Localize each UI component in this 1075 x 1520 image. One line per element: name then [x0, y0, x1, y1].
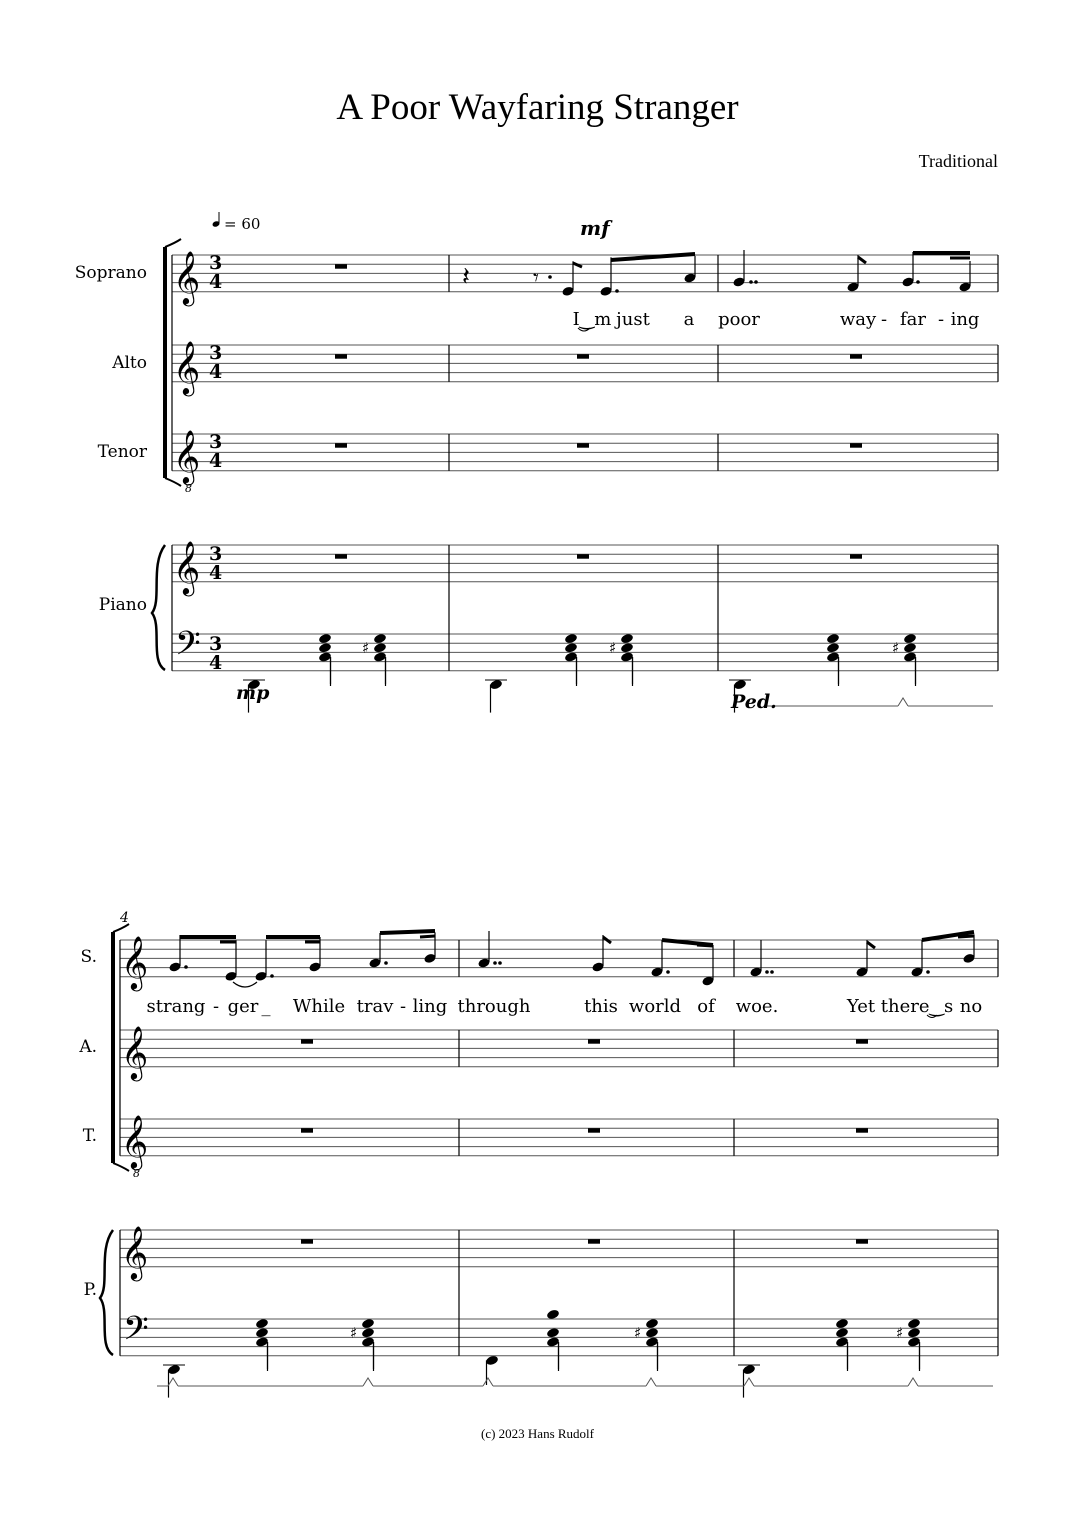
whole-rest: [856, 1128, 868, 1133]
notehead: [826, 642, 840, 654]
augmentation-dot: [493, 961, 497, 965]
octave-marker: 8: [133, 1167, 140, 1180]
treble-clef: 𝄞: [121, 1114, 149, 1168]
flag: [573, 263, 582, 267]
measure-number: 4: [120, 910, 129, 926]
time-sig-bottom: 4: [209, 652, 223, 674]
beam: [958, 936, 974, 937]
staff-name-alto: Alto: [112, 353, 147, 373]
augmentation-dot: [270, 974, 274, 978]
whole-rest: [577, 443, 589, 448]
time-sig-bottom: 4: [209, 361, 223, 383]
music-marks: [97, 239, 993, 1398]
augmentation-dot: [615, 289, 619, 293]
sharp-accidental: ♯: [362, 638, 370, 657]
augmentation-dot: [926, 970, 930, 974]
notehead: [373, 642, 387, 654]
lyric-syllable: strang: [146, 996, 206, 1017]
lyric-syllable: way: [839, 309, 877, 330]
whole-rest: [856, 1039, 868, 1044]
staff-name-a: A.: [79, 1037, 97, 1057]
pedal-change: [898, 698, 908, 706]
pedal-change: [908, 1378, 918, 1386]
augmentation-dot: [754, 280, 758, 284]
notehead: [903, 633, 917, 645]
treble-clef: 𝄞: [173, 250, 201, 304]
notehead: [318, 633, 332, 645]
piano-brace: [152, 545, 165, 670]
sharp-accidental: ♯: [350, 1323, 358, 1342]
lyric-hyphen: -: [937, 309, 945, 330]
time-signatures: [209, 252, 222, 674]
lyric-hyphen: -: [399, 996, 407, 1017]
whole-rest: [856, 1239, 868, 1244]
time-sig-top: 3: [209, 543, 223, 565]
lyric-syllable: through: [457, 996, 531, 1017]
lyric-syllable: world: [628, 996, 682, 1017]
whole-rest: [301, 1039, 313, 1044]
lyric-syllable: Yet: [846, 996, 876, 1017]
notehead: [564, 633, 578, 645]
augmentation-dot: [749, 280, 753, 284]
lyric-syllable: no: [959, 996, 983, 1017]
lyric-hyphen: -: [880, 309, 888, 330]
time-sig-top: 3: [209, 633, 223, 655]
staff-name-piano: Piano: [98, 595, 147, 615]
notehead: [620, 642, 634, 654]
lyric-extender: _: [261, 996, 271, 1017]
whole-rest: [588, 1039, 600, 1044]
pedal-mark: Ped.: [731, 691, 777, 713]
tie: [233, 982, 257, 987]
piano-brace: [100, 1230, 113, 1355]
bass-clef: 𝄢: [175, 625, 201, 671]
beam: [697, 945, 713, 946]
staff-lines: [120, 255, 998, 1356]
notehead: [835, 1327, 849, 1339]
pedal-change: [363, 1378, 373, 1386]
bass-clef: 𝄢: [123, 1310, 149, 1356]
lyric-syllable: trav: [356, 996, 394, 1017]
time-sig-top: 3: [209, 252, 223, 274]
time-sig-top: 3: [209, 342, 223, 364]
barlines: [120, 255, 998, 1356]
sharp-accidental: ♯: [896, 1323, 904, 1342]
lyric-syllable: I‿m: [572, 309, 612, 330]
augmentation-dot: [548, 275, 552, 279]
beam: [380, 931, 435, 933]
octave-marker: 8: [185, 482, 192, 495]
pedal-change: [646, 1378, 656, 1386]
lyric-syllable: a: [683, 309, 695, 330]
notehead: [546, 1309, 560, 1321]
flag: [858, 257, 866, 263]
whole-rest: [335, 443, 347, 448]
lyric-syllable: ling: [412, 996, 448, 1017]
lyric-syllable: this: [584, 996, 618, 1017]
notehead: [620, 633, 634, 645]
sharp-accidental: ♯: [892, 638, 900, 657]
beam: [420, 936, 435, 937]
treble-clef: 𝄞: [121, 1025, 149, 1079]
whole-rest: [588, 1128, 600, 1133]
lyric-syllable: While: [292, 996, 346, 1017]
notehead: [373, 633, 387, 645]
lyric-syllable: poor: [718, 309, 760, 330]
whole-rest: [301, 1128, 313, 1133]
sharp-accidental: ♯: [609, 638, 617, 657]
augmentation-dot: [666, 970, 670, 974]
augmentation-dot: [765, 970, 769, 974]
augmentation-dot: [770, 970, 774, 974]
pedal-change: [744, 1378, 754, 1386]
notehead: [645, 1318, 659, 1330]
notehead: [255, 1327, 269, 1339]
lyrics-line-1: [573, 309, 980, 330]
augmentation-dot: [384, 961, 388, 965]
pedal-change: [483, 1378, 493, 1386]
notehead: [907, 1318, 921, 1330]
notehead: [826, 633, 840, 645]
augmentation-dot: [498, 961, 502, 965]
pedal-change: [168, 1378, 178, 1386]
whole-rest: [577, 354, 589, 359]
lyric-syllable: far: [900, 309, 926, 330]
notehead: [835, 1318, 849, 1330]
whole-rest: [335, 554, 347, 559]
dynamic-mp: mp: [236, 682, 270, 704]
notehead: [564, 642, 578, 654]
staff-name-tenor: Tenor: [97, 442, 147, 462]
notehead: [318, 642, 332, 654]
eighth-rest: 𝄾: [533, 266, 539, 291]
treble-clef: 𝄞: [121, 1225, 149, 1279]
lyric-syllable: ing: [950, 309, 980, 330]
whole-rest: [850, 554, 862, 559]
notehead: [645, 1327, 659, 1339]
lyric-syllable: of: [697, 996, 715, 1017]
treble-clef: 𝄞: [121, 935, 149, 989]
tempo-marking: [212, 212, 261, 233]
bracket-hook: [165, 239, 181, 247]
tempo-text: = 60: [224, 215, 261, 233]
lyric-syllable: there‿s: [880, 996, 954, 1017]
whole-rest: [850, 443, 862, 448]
whole-rest: [301, 1239, 313, 1244]
notehead: [546, 1327, 560, 1339]
time-sig-bottom: 4: [209, 562, 223, 584]
score-title: A Poor Wayfaring Stranger: [336, 87, 739, 128]
time-sig-bottom: 4: [209, 450, 223, 472]
lyric-hyphen: -: [212, 996, 220, 1017]
notehead: [903, 642, 917, 654]
notehead: [361, 1318, 375, 1330]
treble-clef: 𝄞: [173, 340, 201, 394]
quarter-rest: 𝄽: [462, 262, 470, 292]
lyric-syllable: woe.: [735, 996, 779, 1017]
copyright: (c) 2023 Hans Rudolf: [480, 1426, 594, 1441]
notehead: [361, 1327, 375, 1339]
composer: Traditional: [918, 151, 998, 171]
treble-clef: 𝄞: [173, 429, 201, 483]
time-sig-bottom: 4: [209, 271, 223, 293]
whole-rest: [335, 354, 347, 359]
staff-name-s: S.: [80, 947, 97, 967]
lyric-syllable: ger: [227, 996, 259, 1017]
staff-name-p: P.: [83, 1280, 97, 1300]
dynamic-mf: mf: [580, 216, 610, 240]
augmentation-dot: [184, 965, 188, 969]
whole-rest: [588, 1239, 600, 1244]
lyric-syllable: just: [616, 309, 650, 330]
staff-name-t: T.: [82, 1126, 97, 1146]
staff-name-soprano: Soprano: [74, 263, 147, 283]
flag: [867, 942, 875, 948]
notehead: [907, 1327, 921, 1339]
whole-rest: [335, 264, 347, 269]
augmentation-dot: [916, 280, 920, 284]
notehead: [255, 1318, 269, 1330]
treble-clef: 𝄞: [173, 540, 201, 594]
time-sig-top: 3: [209, 431, 223, 453]
sharp-accidental: ♯: [634, 1323, 642, 1342]
whole-rest: [577, 554, 589, 559]
whole-rest: [850, 354, 862, 359]
lyrics-line-2: [147, 996, 983, 1017]
